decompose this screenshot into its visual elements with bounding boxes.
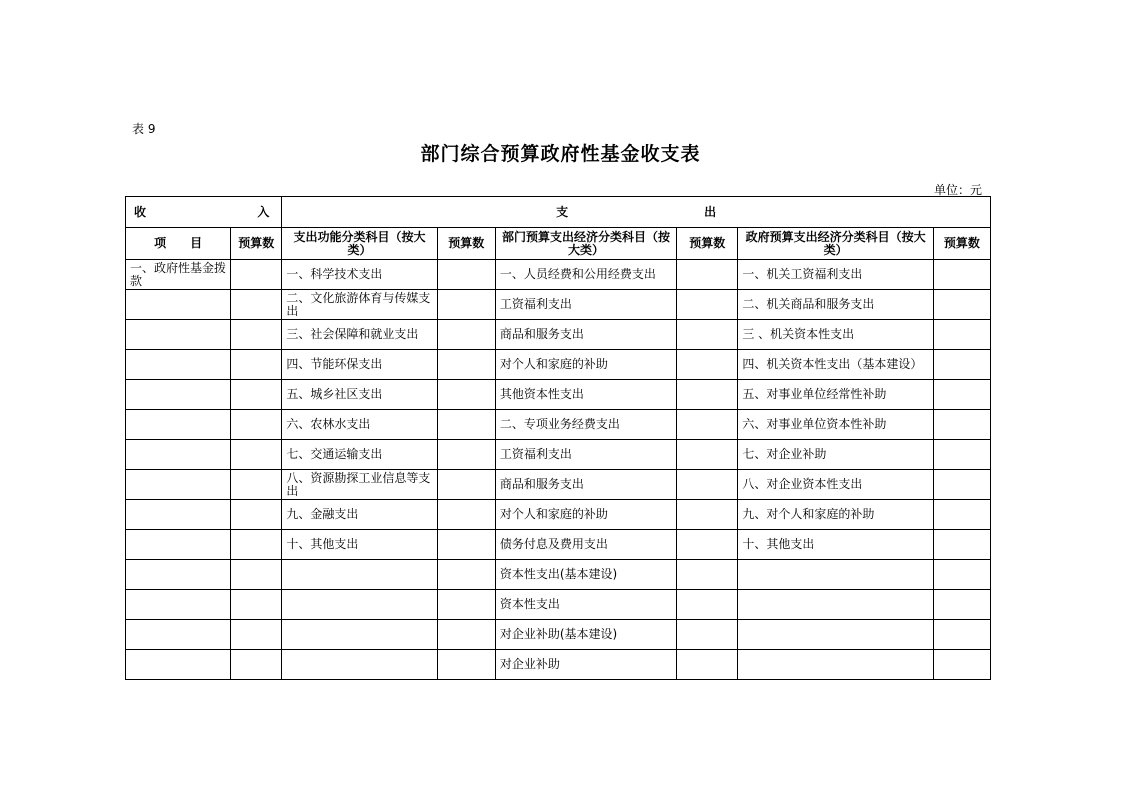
func-class-cell: 六、农林水支出	[282, 410, 437, 440]
func-budget-cell	[437, 500, 495, 530]
gov-budget-cell	[933, 350, 990, 380]
expenditure-header-char-2: 出	[704, 204, 717, 219]
dept-budget-cell	[677, 470, 738, 500]
func-class-cell: 三、社会保障和就业支出	[282, 320, 437, 350]
dept-budget-cell	[677, 650, 738, 680]
gov-budget-cell	[933, 500, 990, 530]
gov-econ-cell: 五、对事业单位经常性补助	[738, 380, 933, 410]
income-budget-cell	[231, 380, 282, 410]
income-budget-column-header: 预算数	[231, 228, 282, 260]
gov-econ-cell: 八、对企业资本性支出	[738, 470, 933, 500]
func-class-cell	[282, 650, 437, 680]
func-budget-cell	[437, 440, 495, 470]
gov-econ-cell	[738, 620, 933, 650]
income-item-cell	[126, 410, 231, 440]
budget-table	[125, 196, 991, 680]
func-budget-cell	[437, 530, 495, 560]
income-header-char-1: 收	[134, 204, 147, 219]
dept-econ-cell: 商品和服务支出	[495, 320, 676, 350]
dept-econ-cell: 工资福利支出	[495, 290, 676, 320]
income-item-cell	[126, 440, 231, 470]
func-budget-cell	[437, 560, 495, 590]
item-header-char-2: 目	[190, 236, 203, 250]
income-group-header	[126, 197, 282, 228]
func-budget-cell	[437, 380, 495, 410]
func-class-cell: 八、资源勘探工业信息等支出	[282, 470, 437, 500]
income-budget-cell	[231, 530, 282, 560]
table-row	[126, 350, 991, 380]
income-item-cell	[126, 530, 231, 560]
income-item-cell	[126, 470, 231, 500]
func-class-cell	[282, 590, 437, 620]
income-item-cell	[126, 560, 231, 590]
income-header-char-2: 入	[257, 204, 270, 219]
func-budget-cell	[437, 350, 495, 380]
func-budget-cell	[437, 410, 495, 440]
func-class-cell	[282, 620, 437, 650]
table-row	[126, 650, 991, 680]
gov-budget-cell	[933, 440, 990, 470]
table-row	[126, 290, 991, 320]
func-class-cell: 四、节能环保支出	[282, 350, 437, 380]
income-budget-cell	[231, 560, 282, 590]
dept-econ-cell: 对个人和家庭的补助	[495, 350, 676, 380]
income-budget-cell	[231, 290, 282, 320]
income-budget-cell	[231, 500, 282, 530]
func-budget-cell	[437, 620, 495, 650]
dept-econ-cell: 对企业补助(基本建设)	[495, 620, 676, 650]
gov-econ-cell	[738, 560, 933, 590]
dept-econ-cell: 对个人和家庭的补助	[495, 500, 676, 530]
dept-econ-cell: 对企业补助	[495, 650, 676, 680]
dept-budget-cell	[677, 560, 738, 590]
gov-budget-column-header: 预算数	[933, 228, 990, 260]
table-row	[126, 320, 991, 350]
column-header-row	[126, 228, 991, 260]
table-row	[126, 530, 991, 560]
table-row	[126, 440, 991, 470]
dept-budget-cell	[677, 260, 738, 290]
dept-budget-cell	[677, 410, 738, 440]
dept-budget-cell	[677, 380, 738, 410]
dept-budget-cell	[677, 290, 738, 320]
func-budget-cell	[437, 590, 495, 620]
income-item-cell	[126, 590, 231, 620]
income-item-cell: 一、政府性基金拨款	[126, 260, 231, 290]
func-budget-cell	[437, 470, 495, 500]
gov-econ-cell: 四、机关资本性支出（基本建设）	[738, 350, 933, 380]
table-row	[126, 260, 991, 290]
gov-econ-cell	[738, 590, 933, 620]
income-budget-cell	[231, 620, 282, 650]
dept-budget-cell	[677, 440, 738, 470]
item-header-char-1: 项	[154, 236, 167, 250]
table-row	[126, 410, 991, 440]
dept-budget-cell	[677, 350, 738, 380]
income-item-cell	[126, 650, 231, 680]
income-budget-cell	[231, 470, 282, 500]
dept-budget-cell	[677, 620, 738, 650]
income-budget-cell	[231, 320, 282, 350]
income-budget-cell	[231, 350, 282, 380]
gov-budget-cell	[933, 590, 990, 620]
income-budget-cell	[231, 410, 282, 440]
expenditure-header-char-1: 支	[556, 204, 569, 219]
item-column-header	[126, 228, 231, 260]
gov-budget-cell	[933, 320, 990, 350]
dept-econ-cell: 一、人员经费和公用经费支出	[495, 260, 676, 290]
dept-budget-cell	[677, 530, 738, 560]
gov-budget-cell	[933, 530, 990, 560]
gov-budget-cell	[933, 650, 990, 680]
gov-econ-cell: 六、对事业单位资本性补助	[738, 410, 933, 440]
dept-econ-cell: 商品和服务支出	[495, 470, 676, 500]
income-budget-cell	[231, 440, 282, 470]
gov-budget-cell	[933, 380, 990, 410]
func-class-cell: 五、城乡社区支出	[282, 380, 437, 410]
gov-budget-cell	[933, 560, 990, 590]
gov-budget-cell	[933, 470, 990, 500]
gov-econ-cell: 十、其他支出	[738, 530, 933, 560]
func-budget-cell	[437, 260, 495, 290]
dept-econ-column-header: 部门预算支出经济分类科目（按大类）	[495, 228, 676, 260]
dept-econ-cell: 其他资本性支出	[495, 380, 676, 410]
func-budget-cell	[437, 320, 495, 350]
gov-econ-cell: 七、对企业补助	[738, 440, 933, 470]
income-item-cell	[126, 320, 231, 350]
func-class-cell: 七、交通运输支出	[282, 440, 437, 470]
func-budget-cell	[437, 290, 495, 320]
gov-econ-cell: 九、对个人和家庭的补助	[738, 500, 933, 530]
func-class-cell: 二、文化旅游体育与传媒支出	[282, 290, 437, 320]
gov-econ-column-header: 政府预算支出经济分类科目（按大类）	[738, 228, 933, 260]
page-title: 部门综合预算政府性基金收支表	[420, 143, 701, 165]
income-budget-cell	[231, 260, 282, 290]
income-item-cell	[126, 500, 231, 530]
table-row	[126, 560, 991, 590]
gov-budget-cell	[933, 260, 990, 290]
income-item-cell	[126, 290, 231, 320]
table-row	[126, 470, 991, 500]
func-class-cell	[282, 560, 437, 590]
gov-econ-cell: 二、机关商品和服务支出	[738, 290, 933, 320]
func-class-column-header: 支出功能分类科目（按大类）	[282, 228, 437, 260]
table-row	[126, 380, 991, 410]
income-budget-cell	[231, 650, 282, 680]
func-class-cell: 九、金融支出	[282, 500, 437, 530]
table-row	[126, 500, 991, 530]
income-item-cell	[126, 380, 231, 410]
dept-econ-cell: 资本性支出(基本建设)	[495, 560, 676, 590]
gov-budget-cell	[933, 410, 990, 440]
table-number: 表 9	[132, 122, 156, 136]
income-item-cell	[126, 620, 231, 650]
dept-econ-cell: 资本性支出	[495, 590, 676, 620]
group-header-row	[126, 197, 991, 228]
func-budget-cell	[437, 650, 495, 680]
dept-budget-cell	[677, 590, 738, 620]
gov-econ-cell: 一、机关工资福利支出	[738, 260, 933, 290]
func-class-cell: 一、科学技术支出	[282, 260, 437, 290]
dept-econ-cell: 债务付息及费用支出	[495, 530, 676, 560]
table-row	[126, 590, 991, 620]
dept-budget-cell	[677, 320, 738, 350]
dept-budget-column-header: 预算数	[677, 228, 738, 260]
gov-econ-cell: 三 、机关资本性支出	[738, 320, 933, 350]
func-class-cell: 十、其他支出	[282, 530, 437, 560]
expenditure-group-header	[282, 197, 991, 228]
table-row	[126, 620, 991, 650]
dept-econ-cell: 工资福利支出	[495, 440, 676, 470]
gov-budget-cell	[933, 290, 990, 320]
func-budget-column-header: 预算数	[437, 228, 495, 260]
income-item-cell	[126, 350, 231, 380]
gov-budget-cell	[933, 620, 990, 650]
dept-budget-cell	[677, 500, 738, 530]
gov-econ-cell	[738, 650, 933, 680]
income-budget-cell	[231, 590, 282, 620]
dept-econ-cell: 二、专项业务经费支出	[495, 410, 676, 440]
unit-label: 单位：元	[933, 183, 982, 197]
